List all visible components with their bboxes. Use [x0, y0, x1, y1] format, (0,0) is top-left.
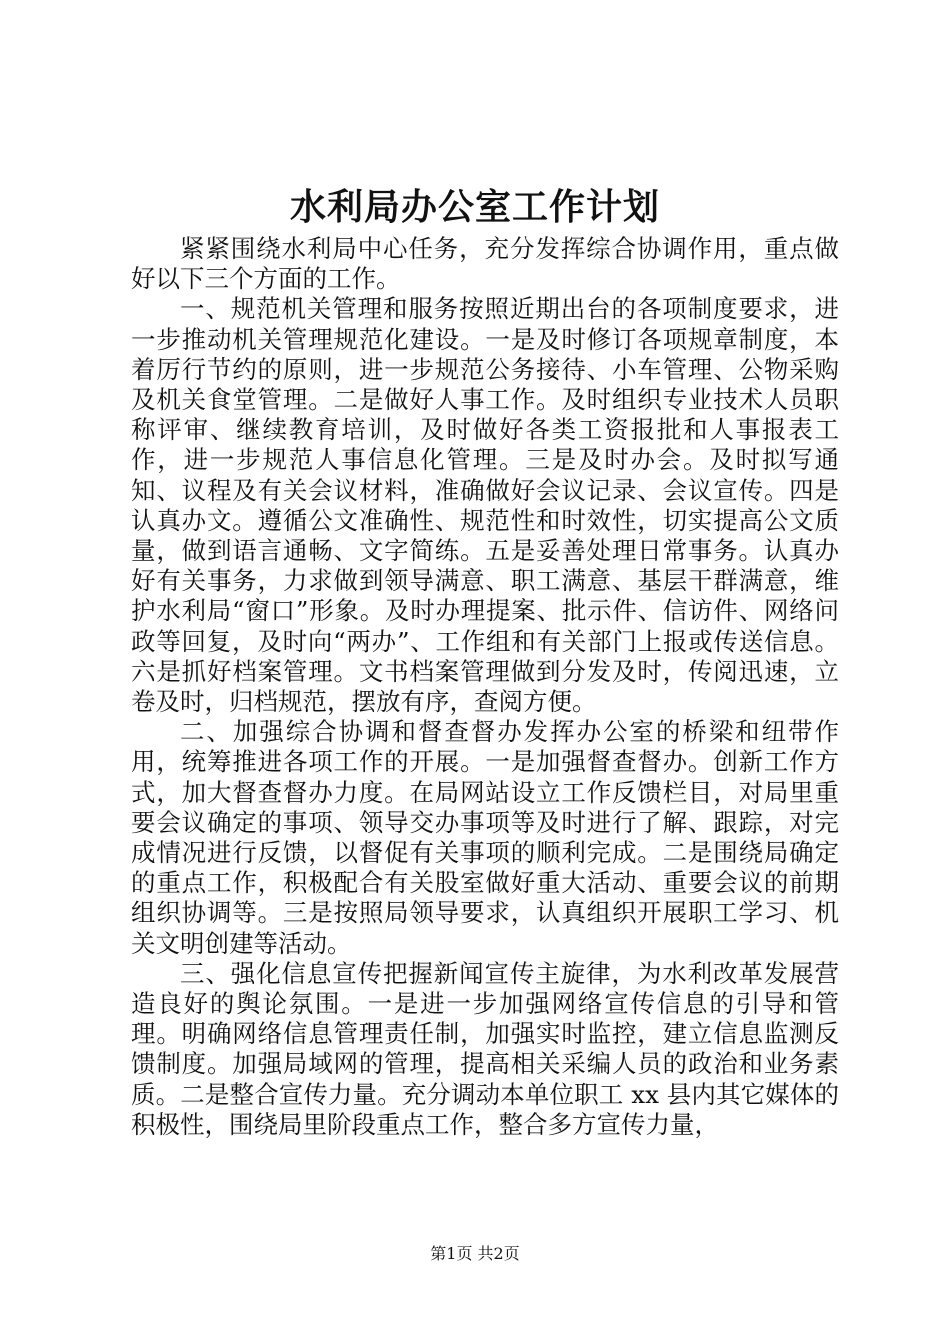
document-title: 水利局办公室工作计划: [289, 186, 660, 228]
paragraph-intro: 紧紧围绕水利局中心任务，充分发挥综合协调作用，重点做好以下三个方面的工作。: [131, 234, 839, 294]
page-number-footer: 第1页 共2页: [430, 1244, 520, 1263]
paragraph-section-2: 二、加强综合协调和督查督办发挥办公室的桥梁和纽带作用，统筹推进各项工作的开展。一是加强督查督办。创新工作方式，加大督查督办力度。在局网站设立工作反馈栏目，对局里重要会议确定的事项、领导交办事项等及时进行了解、跟踪，对完成情况进行反馈，以督促有关事项的顺利完成。二是围绕局确定的重点工作，积极配合有关股室做好重大活动、重要会议的前期组织协调等。三是按照局领导要求，认真组织开展职工学习、机关文明创建等活动。: [131, 717, 839, 958]
document-body: [131, 234, 839, 1140]
paragraph-section-3: 三、强化信息宣传把握新闻宣传主旋律，为水利改革发展营造良好的舆论氛围。一是进一步加强网络宣传信息的引导和管理。明确网络信息管理责任制，加强实时监控，建立信息监测反馈制度。加强局域网的管理，提高相关采编人员的政治和业务素质。二是整合宣传力量。充分调动本单位职工 xx 县内其它媒体的积极性，围绕局里阶段重点工作，整合多方宣传力量，: [131, 958, 839, 1139]
paragraph-section-1: 一、规范机关管理和服务按照近期出台的各项制度要求，进一步推动机关管理规范化建设。一是及时修订各项规章制度，本着厉行节约的原则，进一步规范公务接待、小车管理、公物采购及机关食堂管理。二是做好人事工作。及时组织专业技术人员职称评审、继续教育培训，及时做好各类工资报批和人事报表工作，进一步规范人事信息化管理。三是及时办会。及时拟写通知、议程及有关会议材料，准确做好会议记录、会议宣传。四是认真办文。遵循公文准确性、规范性和时效性，切实提高公文质量，做到语言通畅、文字简练。五是妥善处理日常事务。认真办好有关事务，力求做到领导满意、职工满意、基层干群满意，维护水利局“窗口”形象。及时办理提案、批示件、信访件、网络问政等回复，及时向“两办”、工作组和有关部门上报或传送信息。六是抓好档案管理。文书档案管理做到分发及时，传阅迅速，立卷及时，归档规范，摆放有序，查阅方便。: [131, 294, 839, 717]
